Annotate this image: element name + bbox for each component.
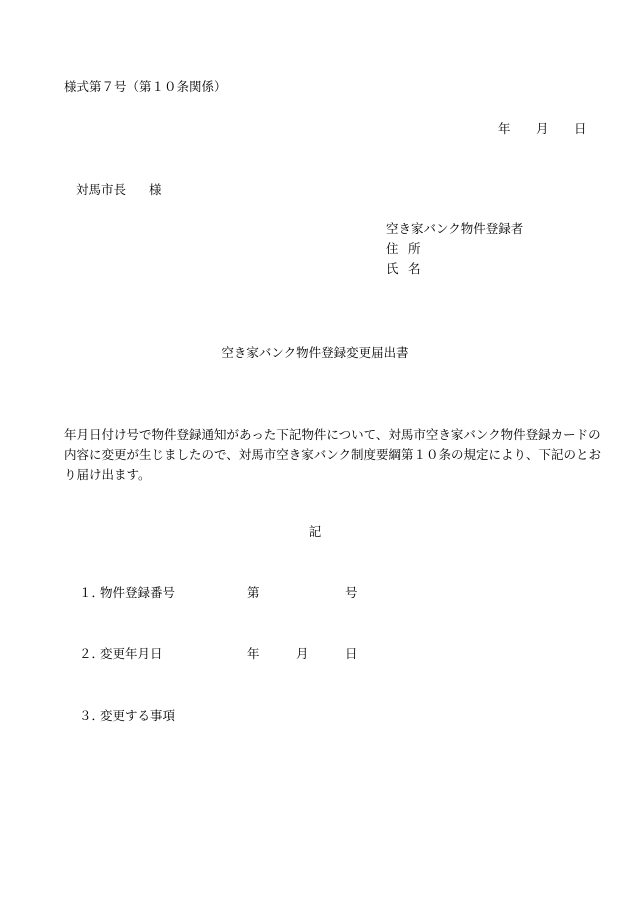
item-2-year: 年 [247, 646, 260, 661]
address-label-1: 住 [386, 241, 399, 256]
name-label-1: 氏 [386, 261, 399, 276]
item-registration-number [79, 585, 358, 600]
body-dated: 日付け [89, 427, 127, 442]
date-day: 日 [574, 121, 587, 136]
addressee-name: 対馬市長 [76, 182, 127, 197]
name-label [386, 263, 523, 283]
item-2-day: 日 [345, 646, 358, 661]
applicant-block [386, 223, 523, 283]
date-month: 月 [536, 121, 549, 136]
item-2-number: ２． [79, 646, 105, 661]
addressee [76, 184, 162, 197]
item-changed-matters [79, 710, 175, 723]
item-3-label: 変更する事項 [100, 708, 176, 723]
ki-heading: 記 [308, 524, 322, 539]
item-2-label: 変更年月日 [100, 646, 163, 661]
item-3-number: ３． [79, 708, 105, 723]
body-month: 月 [76, 427, 90, 442]
item-1-go: 号 [345, 585, 358, 600]
form-number: 様式第７号（第１０条関係） [64, 79, 227, 94]
address-label [386, 243, 523, 263]
date-year: 年 [498, 121, 511, 136]
addressee-honorific: 様 [149, 182, 162, 197]
name-label-2: 名 [408, 261, 421, 276]
body-year: 年 [64, 427, 77, 442]
item-2-month: 月 [296, 646, 309, 661]
applicant-title: 空き家バンク物件登録者 [386, 221, 524, 236]
date-line [498, 123, 587, 136]
item-1-label: 物件登録番号 [100, 585, 176, 600]
address-label-2: 所 [408, 241, 421, 256]
item-change-date [79, 646, 358, 661]
item-1-number: １． [79, 585, 105, 600]
body-paragraph [64, 425, 604, 485]
document-title: 空き家バンク物件登録変更届出書 [221, 345, 409, 360]
body-number: 号で物件登録通知があった下記物件について、対馬市空き家バンク物件登録カードの内容に変更が生じましたので、対馬市空き家バンク制度要綱第１０条の規定により、下記のとおり届け出ます。 [64, 427, 602, 482]
item-1-dai: 第 [247, 585, 260, 600]
